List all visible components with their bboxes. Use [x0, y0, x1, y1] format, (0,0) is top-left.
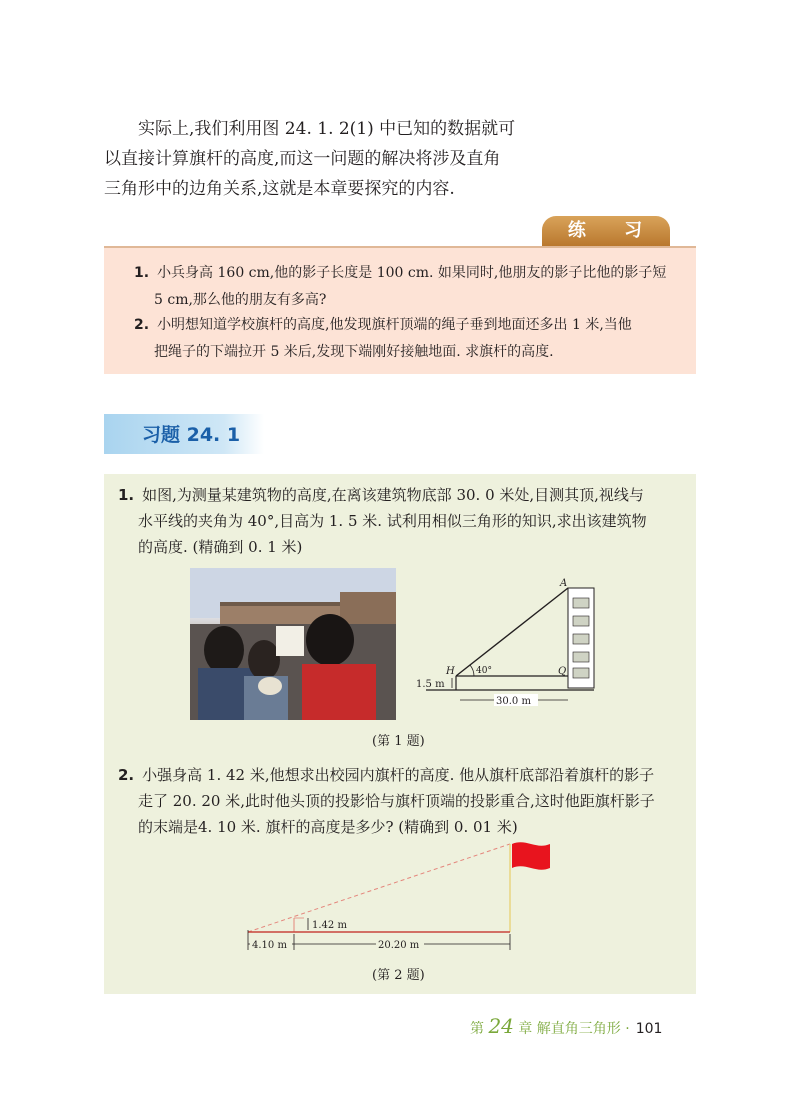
question-number: 1. — [134, 265, 150, 281]
practice-question-1 — [134, 260, 674, 314]
question-text: 小强身高 1. 42 米,他想求出校园内旗杆的高度. 他从旗杆底部沿着旗杆的影子 — [142, 766, 655, 784]
exercise-heading — [104, 414, 264, 454]
building-diagram — [416, 574, 598, 710]
chapter-label: 第 24 章 解直角三角形 · — [470, 1014, 630, 1038]
practice-question-2 — [134, 312, 674, 366]
height-label: 1.42 m — [312, 920, 347, 931]
intro-line: 实际上,我们利用图 24. 1. 2(1) 中已知的数据就可 — [138, 119, 516, 139]
angle-label: 40° — [476, 666, 492, 676]
figure-caption: (第 2 题) — [372, 968, 425, 983]
question-text: 小明想知道学校旗杆的高度,他发现旗杆顶端的绳子垂到地面还多出 1 米,当他 — [157, 317, 632, 333]
height-label: 1.5 m — [416, 679, 445, 690]
question-text: 如图,为测量某建筑物的高度,在离该建筑物底部 30. 0 米处,目测其顶,视线与 — [142, 486, 644, 504]
label-h: H — [446, 666, 455, 677]
question-text: 5 cm,那么他的朋友有多高? — [154, 292, 327, 308]
page-footer — [470, 1014, 710, 1038]
exercise-question-2 — [118, 762, 688, 840]
question-number: 2. — [134, 317, 150, 333]
question-number: 2. — [118, 766, 135, 784]
figure-caption: (第 1 题) — [372, 734, 425, 749]
page-number: 101 — [635, 1021, 663, 1037]
question-number: 1. — [118, 486, 135, 504]
intro-line: 三角形中的边角关系,这就是本章要探究的内容. — [104, 179, 455, 199]
exercise-box — [104, 474, 696, 994]
question-text: 的末端是4. 10 米. 旗杆的高度是多少? (精确到 0. 01 米) — [138, 818, 518, 836]
long-distance-label: 20.20 m — [378, 940, 420, 951]
exercise-title: 习题 24. 1 — [142, 424, 241, 446]
photo-illustration — [190, 568, 396, 720]
practice-tab: 练 习 — [542, 216, 670, 246]
label-a: A — [560, 578, 568, 589]
question-text: 水平线的夹角为 40°,目高为 1. 5 米. 试利用相似三角形的知识,求出该建筑物 — [138, 512, 647, 530]
label-q: Q — [558, 666, 567, 677]
distance-label: 30.0 m — [496, 696, 531, 707]
students-photo — [190, 568, 396, 720]
intro-paragraph — [104, 114, 544, 204]
flagpole-diagram — [244, 838, 564, 958]
question-text: 小兵身高 160 cm,他的影子长度是 100 cm. 如果同时,他朋友的影子比他的影子短 — [157, 265, 667, 281]
practice-box — [104, 246, 696, 374]
question-text: 的高度. (精确到 0. 1 米) — [138, 538, 303, 556]
question-text: 把绳子的下端拉开 5 米后,发现下端刚好接触地面. 求旗杆的高度. — [154, 344, 554, 360]
question-text: 走了 20. 20 米,此时他头顶的投影恰与旗杆顶端的投影重合,这时他距旗杆影子 — [138, 792, 655, 810]
exercise-question-1 — [118, 482, 688, 560]
short-distance-label: 4.10 m — [252, 940, 287, 951]
flag-icon — [512, 842, 550, 869]
intro-line: 以直接计算旗杆的高度,而这一问题的解决将涉及直角 — [104, 149, 501, 169]
